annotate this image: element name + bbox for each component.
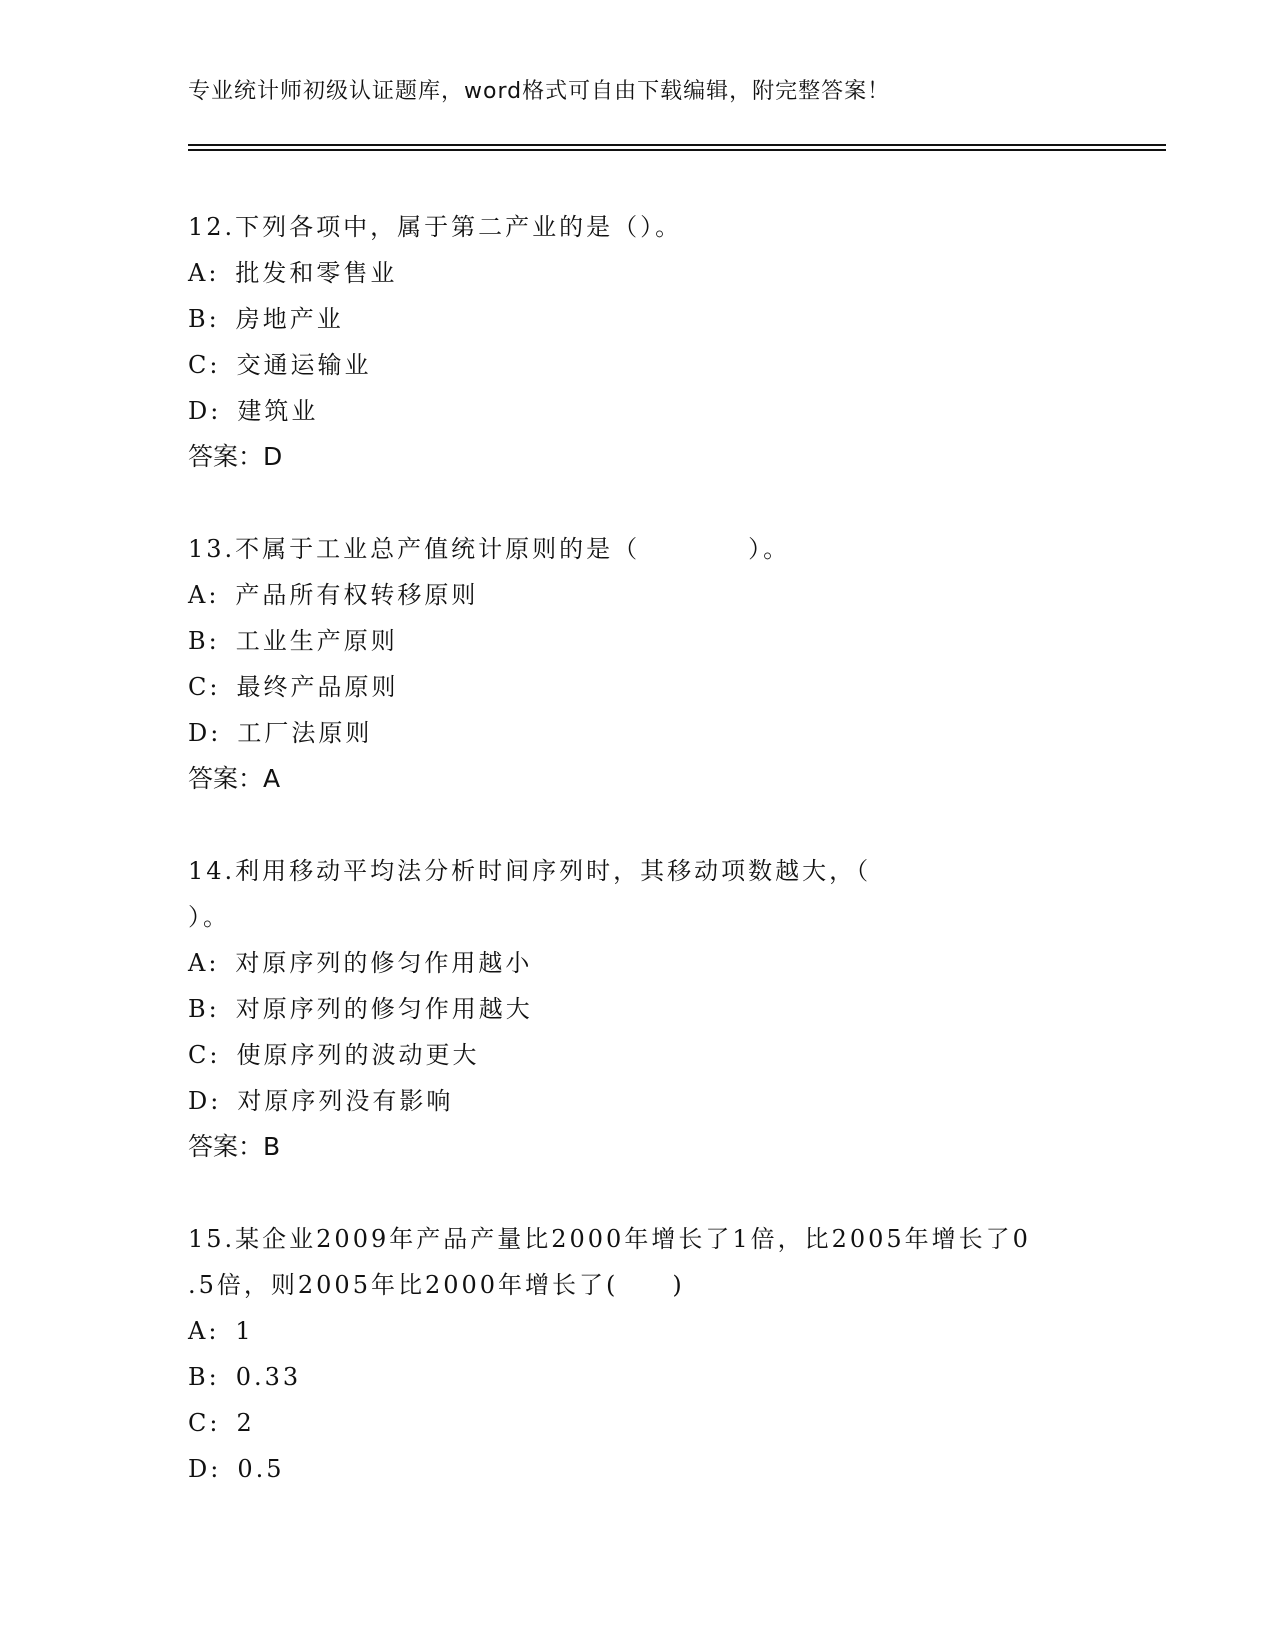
question-text-line-1: 15.某企业2009年产品产量比2000年增长了1倍，比2005年增长了0 <box>188 1225 1031 1253</box>
question-text-line-2: ）。 <box>188 903 230 931</box>
option-text: 最终产品原则 <box>236 673 399 701</box>
option-letter: A: <box>188 949 220 977</box>
question-text-line-2: .5倍，则2005年比2000年增长了( ) <box>188 1271 685 1299</box>
option-letter: B: <box>188 995 220 1023</box>
option-a <box>188 940 1088 986</box>
option-letter: D: <box>188 1087 222 1115</box>
question-14 <box>188 848 1088 1170</box>
option-letter: C: <box>188 673 221 701</box>
option-c <box>188 342 1088 388</box>
header-rule-bottom <box>188 149 1166 151</box>
option-text: 房地产业 <box>235 305 344 333</box>
option-d <box>188 388 1088 434</box>
option-letter: B: <box>188 1363 220 1391</box>
option-text: 批发和零售业 <box>235 259 398 287</box>
question-text: 13.不属于工业总产值统计原则的是（ ）。 <box>188 535 791 563</box>
option-text: 交通运输业 <box>236 351 372 379</box>
option-text: 使原序列的波动更大 <box>236 1041 480 1069</box>
option-b <box>188 296 1088 342</box>
option-text: 1 <box>235 1317 254 1345</box>
document-header: 专业统计师初级认证题库，word格式可自由下载编辑，附完整答案！ <box>188 79 891 104</box>
option-d <box>188 1446 1088 1492</box>
option-text: 工业生产原则 <box>235 627 398 655</box>
option-letter: D: <box>188 397 222 425</box>
option-d <box>188 1078 1088 1124</box>
option-text: 对原序列的修匀作用越小 <box>235 949 533 977</box>
option-letter: B: <box>188 305 220 333</box>
option-c <box>188 1032 1088 1078</box>
option-c <box>188 1400 1088 1446</box>
answer-label: 答案：B <box>188 1132 281 1161</box>
option-text: 对原序列没有影响 <box>237 1087 454 1115</box>
option-text: 2 <box>236 1409 255 1437</box>
option-c <box>188 664 1088 710</box>
option-letter: C: <box>188 1041 221 1069</box>
option-letter: C: <box>188 1409 221 1437</box>
option-b <box>188 1354 1088 1400</box>
option-text: 对原序列的修匀作用越大 <box>235 995 533 1023</box>
option-text: 0.5 <box>237 1455 285 1483</box>
option-letter: A: <box>188 581 220 609</box>
answer-label: 答案：D <box>188 442 283 471</box>
option-letter: D: <box>188 719 222 747</box>
option-letter: A: <box>188 1317 220 1345</box>
option-b <box>188 986 1088 1032</box>
option-a <box>188 1308 1088 1354</box>
option-a <box>188 572 1088 618</box>
option-letter: D: <box>188 1455 222 1483</box>
option-letter: A: <box>188 259 220 287</box>
option-b <box>188 618 1088 664</box>
question-list <box>188 204 1088 1538</box>
option-a <box>188 250 1088 296</box>
option-text: 产品所有权转移原则 <box>235 581 479 609</box>
option-text: 工厂法原则 <box>237 719 373 747</box>
question-text: 12.下列各项中，属于第二产业的是（）。 <box>188 213 683 241</box>
question-13 <box>188 526 1088 802</box>
question-15 <box>188 1216 1088 1492</box>
question-text-line-1: 14.利用移动平均法分析时间序列时，其移动项数越大，（ <box>188 857 872 885</box>
option-letter: C: <box>188 351 221 379</box>
option-letter: B: <box>188 627 220 655</box>
option-d <box>188 710 1088 756</box>
option-text: 0.33 <box>235 1363 302 1391</box>
header-rule-top <box>188 144 1166 146</box>
answer-label: 答案：A <box>188 764 281 793</box>
option-text: 建筑业 <box>237 397 319 425</box>
question-12 <box>188 204 1088 480</box>
